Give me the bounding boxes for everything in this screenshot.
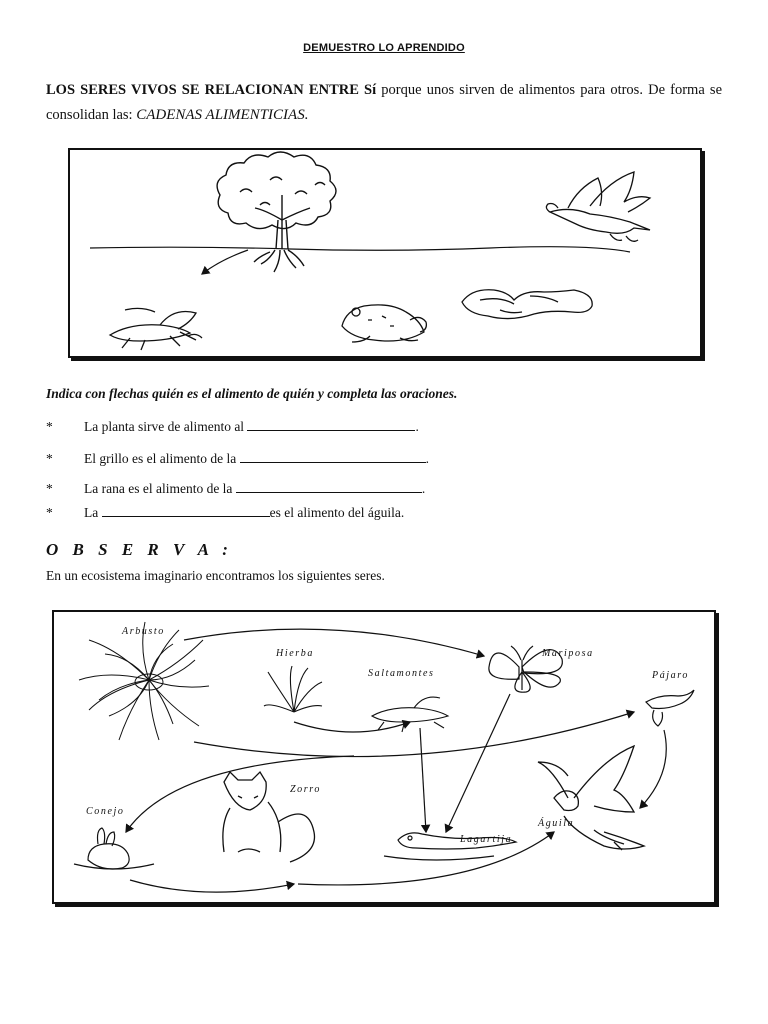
question-2 <box>46 450 429 467</box>
question-3-text: La rana es el alimento de la <box>84 481 233 496</box>
answer-blank-3[interactable] <box>236 480 422 493</box>
label-zorro: Zorro <box>290 784 321 795</box>
grasshopper-icon <box>372 697 448 732</box>
intro-paragraph <box>46 78 722 128</box>
observa-text: En un ecosistema imaginario encontramos los siguientes seres. <box>46 568 385 583</box>
intro-rest: porque unos sirven de alimentos para otros. De forma se consolidan las: <box>46 82 723 123</box>
question-4-text: La <box>84 505 99 520</box>
ecosystem-illustration <box>52 610 716 904</box>
tree-icon <box>217 152 336 272</box>
question-4 <box>46 504 404 521</box>
bullet: * <box>46 505 53 520</box>
label-pajaro: Pájaro <box>652 670 690 681</box>
answer-blank-4[interactable] <box>102 504 270 517</box>
label-hierba: Hierba <box>276 648 314 659</box>
eagle-icon <box>546 172 650 241</box>
food-chain-drawing <box>70 150 700 356</box>
frog-icon <box>342 305 426 342</box>
ecosystem-drawing <box>54 612 714 902</box>
question-1-end: . <box>415 419 419 434</box>
bullet: * <box>46 481 53 496</box>
shrub-icon <box>79 622 209 740</box>
question-3-end: . <box>421 481 426 496</box>
label-arbusto: Arbusto <box>122 626 165 637</box>
intro-emphasis: CADENAS ALIMENTICIAS. <box>136 107 309 123</box>
food-chain-illustration <box>68 148 702 358</box>
question-1 <box>46 418 419 435</box>
page-title: DEMUESTRO LO APRENDIDO <box>303 42 465 54</box>
observa-heading: O B S E R V A : <box>46 540 233 559</box>
rabbit-icon <box>74 828 154 869</box>
label-mariposa: Mariposa <box>542 648 594 659</box>
answer-blank-2[interactable] <box>240 450 426 463</box>
question-2-text: El grillo es el alimento de la <box>84 451 237 466</box>
snake-icon <box>462 290 592 319</box>
grass-icon <box>264 666 322 712</box>
label-lagartija: Lagartija <box>460 834 513 845</box>
intro-bold-si: Sí <box>364 82 377 98</box>
instruction-text: Indica con flechas quién es el alimento de quién y completa las oraciones. <box>46 386 458 401</box>
grasshopper-icon <box>110 308 202 350</box>
question-2-end: . <box>425 451 429 466</box>
eagle-icon <box>538 746 644 850</box>
question-1-text: La planta sirve de alimento al <box>84 419 245 434</box>
label-conejo: Conejo <box>86 806 125 817</box>
label-saltamontes: Saltamontes <box>368 668 435 679</box>
label-aguila: Águila <box>538 818 575 829</box>
bird-icon <box>646 690 694 726</box>
bullet: * <box>46 451 53 466</box>
intro-bold-lead: LOS SERES VIVOS SE RELACIONAN ENTRE <box>46 82 359 98</box>
bullet: * <box>46 419 53 434</box>
answer-blank-1[interactable] <box>247 418 415 431</box>
question-4-end: es el alimento del águila. <box>269 505 405 520</box>
question-3 <box>46 480 425 497</box>
